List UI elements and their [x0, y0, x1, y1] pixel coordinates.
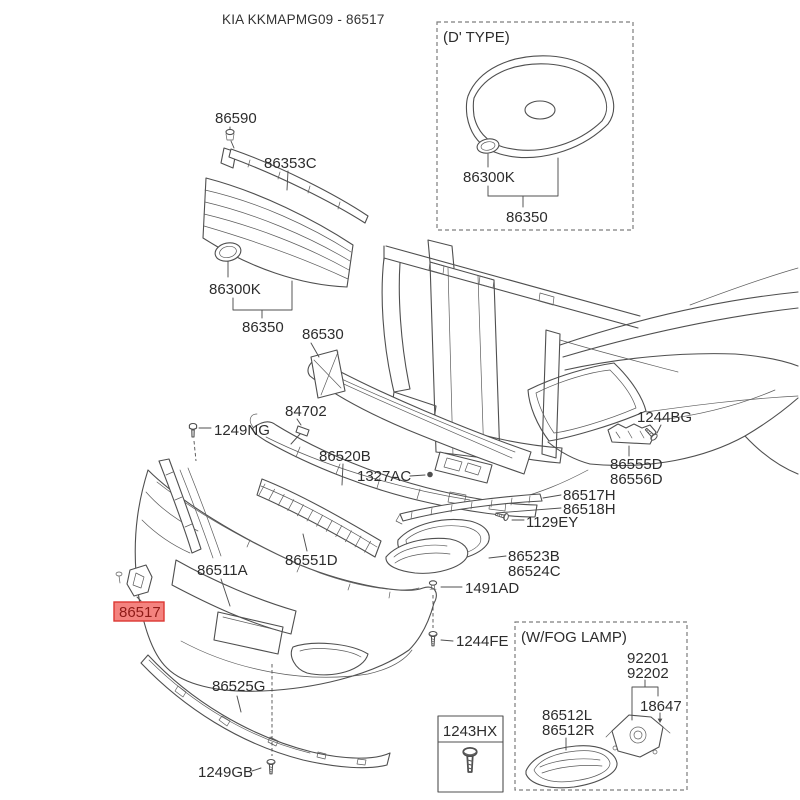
part-label-86590[interactable]: 86590: [215, 110, 257, 127]
screw-icon-1244fe: [429, 632, 437, 646]
d-type-inset: [437, 22, 633, 230]
part-label-86512r[interactable]: 86512R: [542, 722, 595, 739]
part-label-86555d[interactable]: 86555D: [610, 456, 663, 473]
part-label-1244fe[interactable]: 1244FE: [456, 633, 509, 650]
part-label-86300k[interactable]: 86300K: [209, 281, 261, 298]
clip-icon-84702: [296, 426, 309, 436]
part-label-86353c[interactable]: 86353C: [264, 155, 317, 172]
bolt-icon-1327ac: [427, 472, 433, 478]
part-label-86523b[interactable]: 86523B: [508, 548, 560, 565]
part-label-18647[interactable]: 18647: [640, 698, 682, 715]
part-label-86556d[interactable]: 86556D: [610, 471, 663, 488]
part-label-1491ad[interactable]: 1491AD: [465, 580, 520, 597]
part-label-1129ey[interactable]: 1129EY: [526, 514, 579, 531]
diagram-title: KIA KKMAPMG09 - 86517: [222, 12, 385, 27]
part-label-86525g[interactable]: 86525G: [212, 678, 266, 695]
part-label-1244bg[interactable]: 1244BG: [637, 409, 693, 426]
fog-bezel-drawing: [386, 520, 489, 574]
fog-lamp-inset-label: (W/FOG LAMP): [521, 629, 627, 646]
part-label-86300k-dtype[interactable]: 86300K: [463, 169, 515, 186]
part-label-86517-selected[interactable]: 86517: [119, 604, 161, 621]
selected-part-drawing: [116, 565, 152, 596]
part-label-1249ng[interactable]: 1249NG: [214, 422, 270, 439]
part-label-86530[interactable]: 86530: [302, 326, 344, 343]
part-label-1327ac[interactable]: 1327AC: [357, 468, 412, 485]
part-label-86517h[interactable]: 86517H: [563, 487, 616, 504]
bolt-icon-1249ng: [189, 424, 196, 438]
screw-icon-1249gb: [267, 760, 275, 774]
part-label-1249gb[interactable]: 1249GB: [198, 764, 254, 781]
part-label-86350[interactable]: 86350: [242, 319, 284, 336]
d-type-inset-label: (D' TYPE): [443, 29, 510, 46]
part-label-86350-dtype[interactable]: 86350: [506, 209, 548, 226]
part-label-86551d[interactable]: 86551D: [285, 552, 338, 569]
part-label-92202[interactable]: 92202: [627, 665, 669, 682]
part-label-86511a[interactable]: 86511A: [197, 562, 248, 579]
part-label-92201[interactable]: 92201: [627, 650, 669, 667]
part-label-1243hx[interactable]: 1243HX: [442, 723, 498, 740]
part-label-86524c[interactable]: 86524C: [508, 563, 561, 580]
lower-grille-drawing: [257, 479, 381, 557]
part-label-86518h[interactable]: 86518H: [563, 501, 616, 518]
part-label-86520b[interactable]: 86520B: [319, 448, 371, 465]
part-label-84702[interactable]: 84702: [285, 403, 327, 420]
part-label-86512l[interactable]: 86512L: [542, 707, 593, 724]
